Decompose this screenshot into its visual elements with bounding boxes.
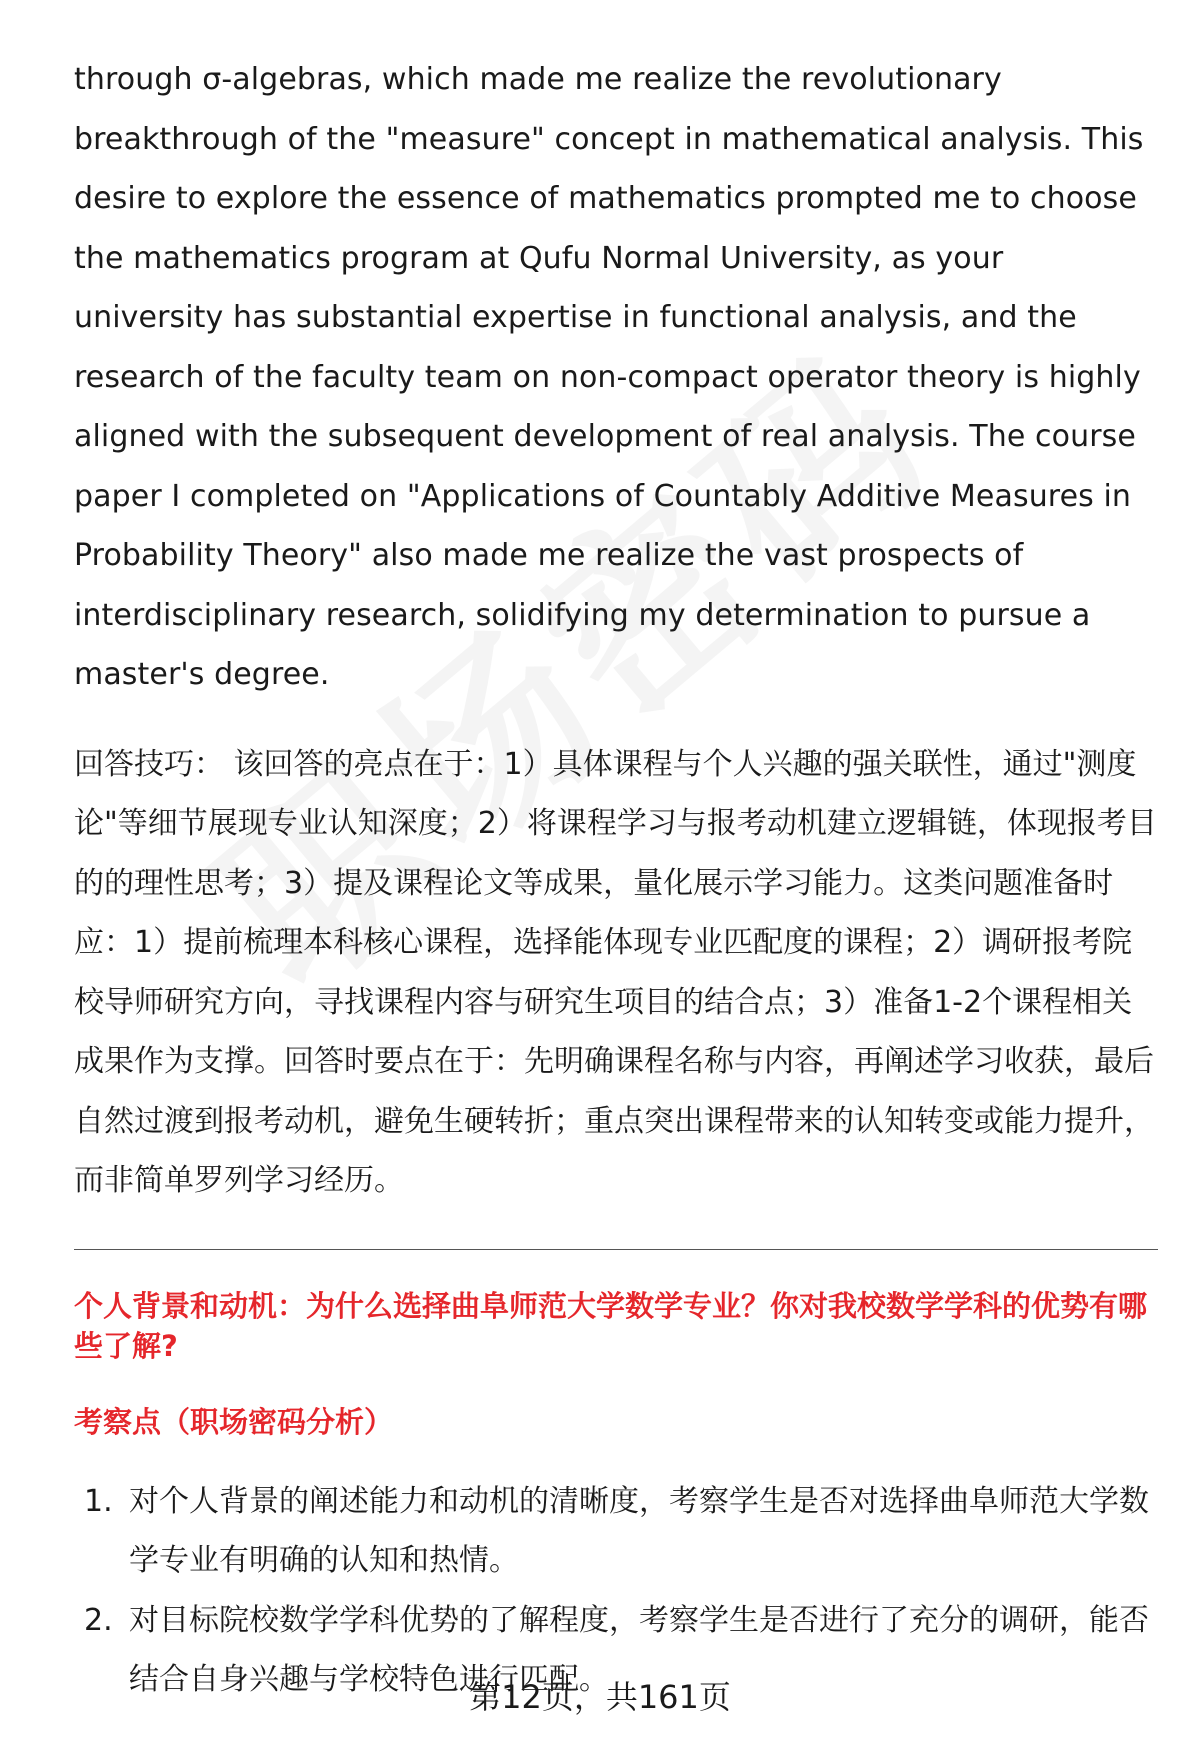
- list-item-text: 对目标院校数学学科优势的了解程度，考察学生是否进行了充分的调研，能否结合自身兴趣与学校特色进行匹配。: [129, 1602, 1149, 1697]
- section-title: 考察点（职场密码分析）: [74, 1404, 394, 1439]
- section-divider: [74, 1249, 1158, 1250]
- answer-tips-paragraph: 回答技巧： 该回答的亮点在于：1）具体课程与个人兴趣的强关联性，通过"测度论"等细节展现专业认知深度；2）将课程学习与报考动机建立逻辑链，体现报考目的的理性思考；3）提及课程论文等成果，量化展示学习能力。这类问题准备时应：1）提前梳理本科核心课程，选择能体现专业匹配度的课程；2）调研报考院校导师研究方向，寻找课程内容与研究生项目的结合点；3）准备1-2个课程相关成果作为支撑。回答时要点在于：先明确课程名称与内容，再阐述学习收获，最后自然过渡到报考动机，避免生硬转折；重点突出课程带来的认知转变或能力提升，而非简单罗列学习经历。: [74, 746, 1157, 1198]
- question-heading: 个人背景和动机：为什么选择曲阜师范大学数学专业？你对我校数学学科的优势有哪些了解?: [74, 1288, 1148, 1363]
- body-paragraph-en: through σ-algebras, which made me realize the revolutionary breakthrough of the "measure" concept in mathematical analysis. This desire to explore the essence of mathematics prompted me to choose the mathematics program at Qufu Normal University, as your university has substantial expertise in functional analysis, and the research of the faculty team on non-compact operator theory is highly aligned with the subsequent development of real analysis. The course paper I completed on "Applications of Countably Additive Measures in Probability Theory" also made me realize the vast prospects of interdisciplinary research, solidifying my determination to pursue a master's degree.: [74, 62, 1144, 692]
- page-footer: 第12页，共161页: [469, 1678, 731, 1716]
- list-item: [74, 1472, 1158, 1591]
- list-item-text: 对个人背景的阐述能力和动机的清晰度，考察学生是否对选择曲阜师范大学数学专业有明确的认知和热情。: [129, 1483, 1149, 1578]
- document-page: [74, 50, 1158, 1710]
- list-item-number: 2.: [84, 1602, 113, 1638]
- list-item-number: 1.: [84, 1483, 113, 1519]
- points-list: [74, 1472, 1158, 1710]
